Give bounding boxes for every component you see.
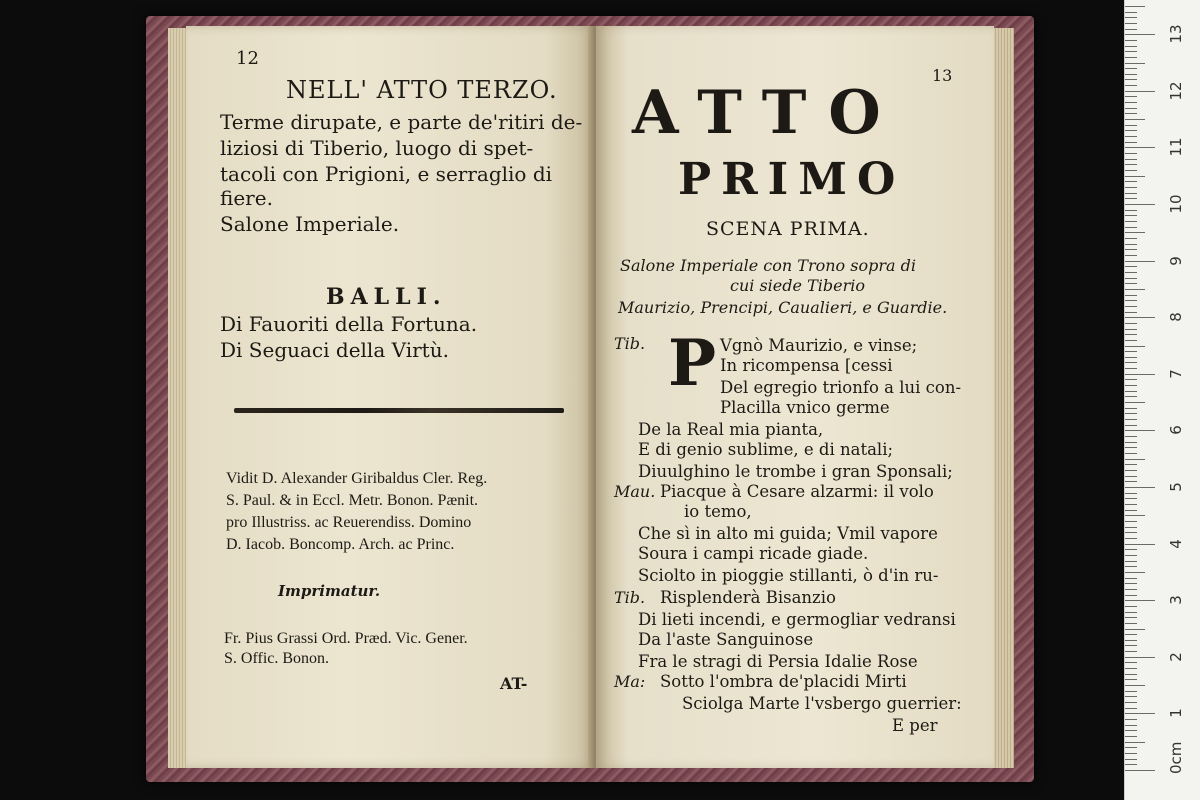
ruler-tick [1125, 561, 1137, 562]
verse-line: Che sì in alto mi guida; Vmil vapore [638, 524, 938, 543]
ruler-tick [1125, 379, 1137, 380]
ruler-tick [1125, 136, 1137, 137]
ruler-tick [1125, 549, 1137, 550]
ruler-tick [1125, 374, 1155, 375]
ruler-tick [1125, 447, 1137, 448]
ruler-number: 12 [1167, 81, 1185, 101]
stage-direction: cui siede Tiberio [730, 276, 865, 295]
section-heading: NELL' ATTO TERZO. [286, 76, 558, 104]
ruler-tick [1125, 685, 1145, 686]
ruler-tick [1125, 736, 1137, 737]
ruler-tick [1125, 368, 1137, 369]
ruler-tick [1125, 487, 1155, 488]
catchword: AT- [500, 674, 528, 693]
ruler-tick [1125, 79, 1137, 80]
ruler-tick [1125, 283, 1137, 284]
ruler-tick [1125, 170, 1137, 171]
ruler-tick [1125, 40, 1137, 41]
ruler-tick [1125, 46, 1137, 47]
balli-item: Di Seguaci della Virtù. [220, 338, 449, 362]
ruler-tick [1125, 657, 1155, 658]
ruler-tick [1125, 459, 1145, 460]
ruler-tick [1125, 176, 1145, 177]
ruler-tick [1125, 312, 1137, 313]
ruler-tick [1125, 419, 1137, 420]
ruler-tick [1125, 662, 1137, 663]
page-number: 13 [932, 66, 953, 85]
ruler-tick [1125, 583, 1137, 584]
approval-line: S. Paul. & in Eccl. Metr. Bonon. Pænit. [226, 492, 479, 509]
ruler-tick [1125, 617, 1137, 618]
ruler-tick [1125, 725, 1137, 726]
ruler-tick [1125, 187, 1137, 188]
verse-line: Sciolga Marte l'vsbergo guerrier: [682, 694, 962, 713]
verse-line: Di lieti incendi, e germogliar vedransi [638, 610, 956, 629]
ruler-tick [1125, 515, 1145, 516]
ruler-number: 8 [1167, 312, 1185, 322]
ruler-number: 7 [1167, 369, 1185, 379]
ruler-tick [1125, 402, 1145, 403]
ruler-tick [1125, 181, 1137, 182]
ruler-tick [1125, 595, 1137, 596]
ruler-tick [1125, 91, 1155, 92]
speaker-label: Tib. [614, 588, 646, 607]
ruler-tick [1125, 753, 1137, 754]
ruler-tick [1125, 544, 1155, 545]
ruler-tick [1125, 113, 1137, 114]
speaker-label: Tib. [614, 334, 646, 353]
ruler-tick [1125, 57, 1137, 58]
ruler-tick [1125, 538, 1137, 539]
ruler-tick [1125, 147, 1155, 148]
measurement-ruler [1124, 0, 1200, 800]
verse-line: Sciolto in pioggie stillanti, ò d'in ru- [638, 566, 939, 585]
decorative-rule [234, 408, 564, 413]
ruler-tick [1125, 159, 1137, 160]
ruler-tick [1125, 51, 1137, 52]
ruler-tick [1125, 204, 1155, 205]
ruler-tick [1125, 498, 1137, 499]
ruler-tick [1125, 408, 1137, 409]
imprimatur: Imprimatur. [278, 582, 381, 600]
ruler-tick [1125, 125, 1137, 126]
ruler-tick [1125, 510, 1137, 511]
license-line: S. Offic. Bonon. [224, 650, 330, 667]
ruler-tick [1125, 572, 1145, 573]
left-page [186, 26, 594, 768]
ruler-tick [1125, 719, 1137, 720]
ruler-tick [1125, 493, 1137, 494]
ruler-tick [1125, 385, 1137, 386]
ruler-tick [1125, 623, 1137, 624]
ruler-tick [1125, 23, 1137, 24]
ruler-tick [1125, 600, 1155, 601]
ruler-tick [1125, 532, 1137, 533]
verse-line: Da l'aste Sanguinose [638, 630, 814, 649]
ruler-tick [1125, 12, 1137, 13]
scene-line: fiere. [220, 186, 273, 210]
ruler-tick [1125, 453, 1137, 454]
ruler-tick [1125, 334, 1137, 335]
ruler-tick [1125, 702, 1137, 703]
ruler-tick [1125, 119, 1145, 120]
ruler-tick [1125, 634, 1137, 635]
act-title: ATTO [632, 78, 903, 148]
verse-line: Sotto l'ombra de'placidi Mirti [660, 672, 907, 691]
ruler-tick [1125, 85, 1137, 86]
ruler-tick [1125, 266, 1137, 267]
ruler-tick [1125, 742, 1145, 743]
balli-item: Di Fauoriti della Fortuna. [220, 312, 478, 336]
ruler-tick [1125, 102, 1137, 103]
ruler-tick [1125, 74, 1137, 75]
ruler-tick [1125, 425, 1137, 426]
ruler-tick [1125, 629, 1145, 630]
ruler-tick [1125, 589, 1137, 590]
verse-line: Diuulghino le trombe i gran Sponsali; [638, 462, 953, 481]
ruler-tick [1125, 249, 1137, 250]
ruler-tick [1125, 198, 1137, 199]
balli-heading: BALLI. [326, 284, 447, 310]
ruler-tick [1125, 713, 1155, 714]
ruler-tick [1125, 759, 1137, 760]
verse-line: Placilla vnico germe [720, 398, 890, 417]
ruler-tick [1125, 362, 1137, 363]
ruler-tick [1125, 300, 1137, 301]
ruler-tick [1125, 464, 1137, 465]
ruler-tick [1125, 351, 1137, 352]
verse-line: Piacque à Cesare alzarmi: il volo [660, 482, 934, 501]
verse-line: De la Real mia pianta, [638, 420, 824, 439]
ruler-tick [1125, 640, 1137, 641]
ruler-tick [1125, 261, 1155, 262]
approval-line: Vidit D. Alexander Giribaldus Cler. Reg. [226, 470, 488, 487]
ruler-tick [1125, 578, 1137, 579]
verse-line: Fra le stragi di Persia Idalie Rose [638, 652, 918, 671]
approval-line: pro Illustriss. ac Reuerendiss. Domino [226, 514, 472, 531]
ruler-number: 6 [1167, 425, 1185, 436]
ruler-unit-label: 0cm [1167, 741, 1185, 774]
ruler-number: 11 [1167, 137, 1185, 157]
verse-line: In ricompensa [cessi [720, 356, 893, 375]
ruler-number: 10 [1167, 194, 1185, 214]
ruler-tick [1125, 747, 1137, 748]
ruler-tick [1125, 164, 1137, 165]
ruler-tick [1125, 770, 1155, 771]
ruler-tick [1125, 645, 1137, 646]
ruler-tick [1125, 272, 1137, 273]
ruler-tick [1125, 391, 1137, 392]
ruler-tick [1125, 221, 1137, 222]
ruler-tick [1125, 108, 1137, 109]
ruler-tick [1125, 306, 1137, 307]
ruler-tick [1125, 606, 1137, 607]
ruler-number: 2 [1167, 652, 1185, 662]
scene-line: liziosi di Tiberio, luogo di spet- [220, 136, 534, 160]
ruler-tick [1125, 238, 1137, 239]
ruler-tick [1125, 481, 1137, 482]
drop-cap: P [668, 326, 717, 401]
ruler-tick [1125, 130, 1137, 131]
ruler-tick [1125, 340, 1137, 341]
verse-line: io temo, [684, 502, 752, 521]
page-number: 12 [236, 48, 259, 69]
ruler-tick [1125, 68, 1137, 69]
ruler-tick [1125, 193, 1137, 194]
ruler-tick [1125, 142, 1137, 143]
act-subtitle: PRIMO [678, 154, 906, 205]
ruler-tick [1125, 323, 1137, 324]
verse-line: Soura i campi ricade giade. [638, 544, 869, 563]
ruler-tick [1125, 346, 1145, 347]
verse-line: E di genio sublime, e di natali; [638, 440, 894, 459]
ruler-tick [1125, 679, 1137, 680]
ruler-tick [1125, 329, 1137, 330]
verse-line: Vgnò Maurizio, e vinse; [720, 336, 918, 355]
ruler-tick [1125, 396, 1137, 397]
ruler-tick [1125, 504, 1137, 505]
verse-line: Del egregio trionfo a lui con- [720, 378, 962, 397]
ruler-number: 3 [1167, 595, 1185, 605]
stage-direction: Maurizio, Prencipi, Caualieri, e Guardie. [618, 298, 948, 317]
ruler-tick [1125, 521, 1137, 522]
stage-direction: Salone Imperiale con Trono sopra di [620, 256, 916, 275]
ruler-tick [1125, 317, 1155, 318]
ruler-tick [1125, 17, 1137, 18]
ruler-tick [1125, 255, 1137, 256]
license-line: Fr. Pius Grassi Ord. Præd. Vic. Gener. [224, 630, 468, 647]
ruler-tick [1125, 436, 1137, 437]
approval-line: D. Iacob. Boncomp. Arch. ac Princ. [226, 536, 455, 553]
ruler-tick [1125, 708, 1137, 709]
ruler-tick [1125, 612, 1137, 613]
ruler-tick [1125, 730, 1137, 731]
ruler-tick [1125, 442, 1137, 443]
ruler-tick [1125, 566, 1137, 567]
ruler-tick [1125, 764, 1137, 765]
ruler-tick [1125, 651, 1137, 652]
ruler-number: 13 [1167, 24, 1185, 44]
ruler-tick [1125, 413, 1137, 414]
scene-line: tacoli con Prigioni, e serraglio di [220, 162, 553, 186]
ruler-tick [1125, 34, 1155, 35]
ruler-tick [1125, 29, 1137, 30]
ruler-tick [1125, 295, 1137, 296]
ruler-tick [1125, 278, 1137, 279]
scene-title: SCENA PRIMA. [706, 218, 870, 240]
ruler-tick [1125, 691, 1137, 692]
ruler-tick [1125, 527, 1137, 528]
ruler-tick [1125, 153, 1137, 154]
scene-line: Salone Imperiale. [220, 212, 400, 236]
ruler-tick [1125, 674, 1137, 675]
scene-line: Terme dirupate, e parte de'ritiri de- [220, 110, 583, 134]
ruler-tick [1125, 430, 1155, 431]
ruler-tick [1125, 555, 1137, 556]
ruler-tick [1125, 668, 1137, 669]
ruler-tick [1125, 289, 1145, 290]
ruler-tick [1125, 232, 1145, 233]
ruler-tick [1125, 96, 1137, 97]
speaker-label: Mau. [614, 482, 656, 501]
ruler-tick [1125, 470, 1137, 471]
ruler-tick [1125, 696, 1137, 697]
ruler-tick [1125, 357, 1137, 358]
ruler-number: 5 [1167, 482, 1185, 492]
speaker-label: Ma: [614, 672, 646, 691]
ruler-tick [1125, 476, 1137, 477]
ruler-tick [1125, 6, 1145, 7]
right-page [596, 26, 994, 768]
ruler-tick [1125, 215, 1137, 216]
ruler-number: 1 [1167, 708, 1185, 719]
ruler-tick [1125, 210, 1137, 211]
ruler-number: 4 [1167, 538, 1185, 549]
verse-line: Risplenderà Bisanzio [660, 588, 836, 607]
ruler-number: 9 [1167, 255, 1185, 266]
ruler-tick [1125, 227, 1137, 228]
ruler-tick [1125, 63, 1145, 64]
catchword: E per [892, 716, 938, 735]
ruler-tick [1125, 244, 1137, 245]
